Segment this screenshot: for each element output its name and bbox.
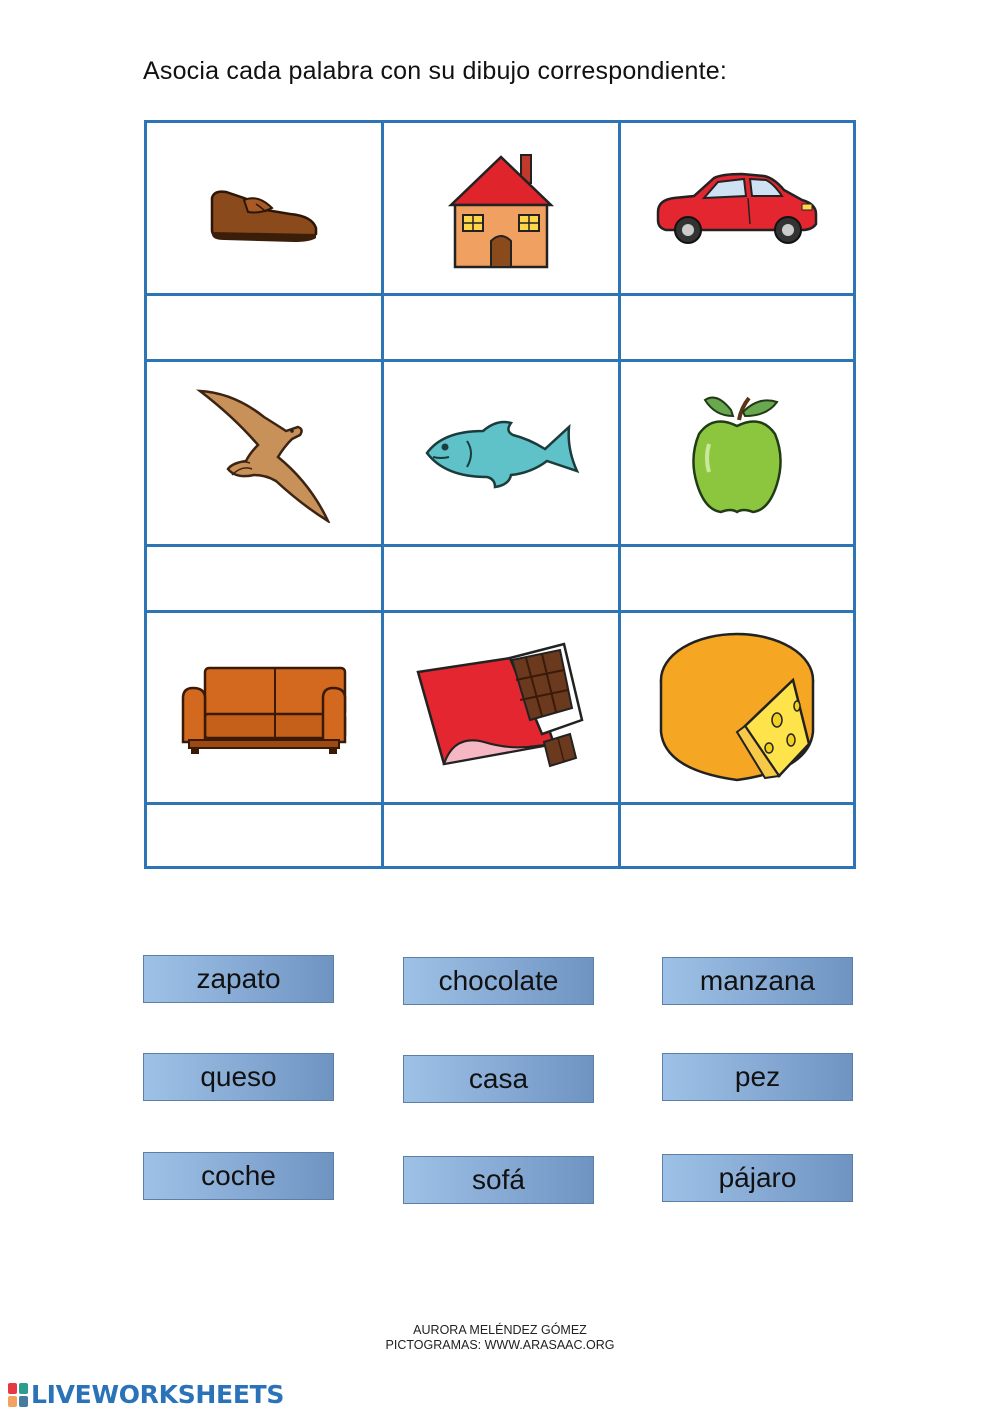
answer-slot[interactable] [621,547,853,610]
brand-name: LIVEWORKSHEETS [31,1380,285,1409]
word-tile[interactable]: manzana [662,957,853,1005]
answer-slot[interactable] [147,296,381,359]
answer-slot[interactable] [147,547,381,610]
logo-mark-icon [8,1383,28,1407]
word-tile[interactable]: pez [662,1053,853,1101]
answer-slot[interactable] [384,805,618,866]
picture-cell-car [621,123,853,293]
word-tile[interactable]: casa [403,1055,594,1103]
picture-cell-apple [621,362,853,544]
answer-slot[interactable] [384,296,618,359]
logo-tile [19,1396,28,1407]
pictograms-credit: PICTOGRAMAS: WWW.ARASAAC.ORG [385,1338,615,1352]
picture-cell-shoe [147,123,381,293]
picture-cell-sofa [147,613,381,802]
picture-cell-fish [384,362,618,544]
car-icon [652,168,822,248]
answer-slot[interactable] [621,296,853,359]
picture-cell-cheese [621,613,853,802]
logo-tile [19,1383,28,1394]
answer-slot[interactable] [621,805,853,866]
picture-cell-chocolate [384,613,618,802]
cheese-icon [657,628,817,788]
apple-icon [687,388,787,518]
picture-cell-house [384,123,618,293]
liveworksheets-logo[interactable] [8,1380,284,1409]
matching-grid [144,120,856,869]
fish-icon [421,413,581,493]
answer-slot[interactable] [147,805,381,866]
bird-icon [194,383,334,523]
chocolate-icon [414,638,589,778]
word-tile[interactable]: zapato [143,955,334,1003]
logo-tile [8,1383,17,1394]
word-tile[interactable]: queso [143,1053,334,1101]
author-credit: AURORA MELÉNDEZ GÓMEZ [413,1323,587,1337]
word-tile[interactable]: chocolate [403,957,594,1005]
answer-slot[interactable] [384,547,618,610]
credits [0,1323,1000,1353]
logo-tile [8,1396,17,1407]
house-icon [441,143,561,273]
word-tile[interactable]: pájaro [662,1154,853,1202]
word-tile[interactable]: coche [143,1152,334,1200]
sofa-icon [179,658,349,758]
word-tile[interactable]: sofá [403,1156,594,1204]
shoe-icon [204,168,324,248]
picture-cell-bird [147,362,381,544]
instruction-text: Asocia cada palabra con su dibujo correspondiente: [143,57,727,85]
